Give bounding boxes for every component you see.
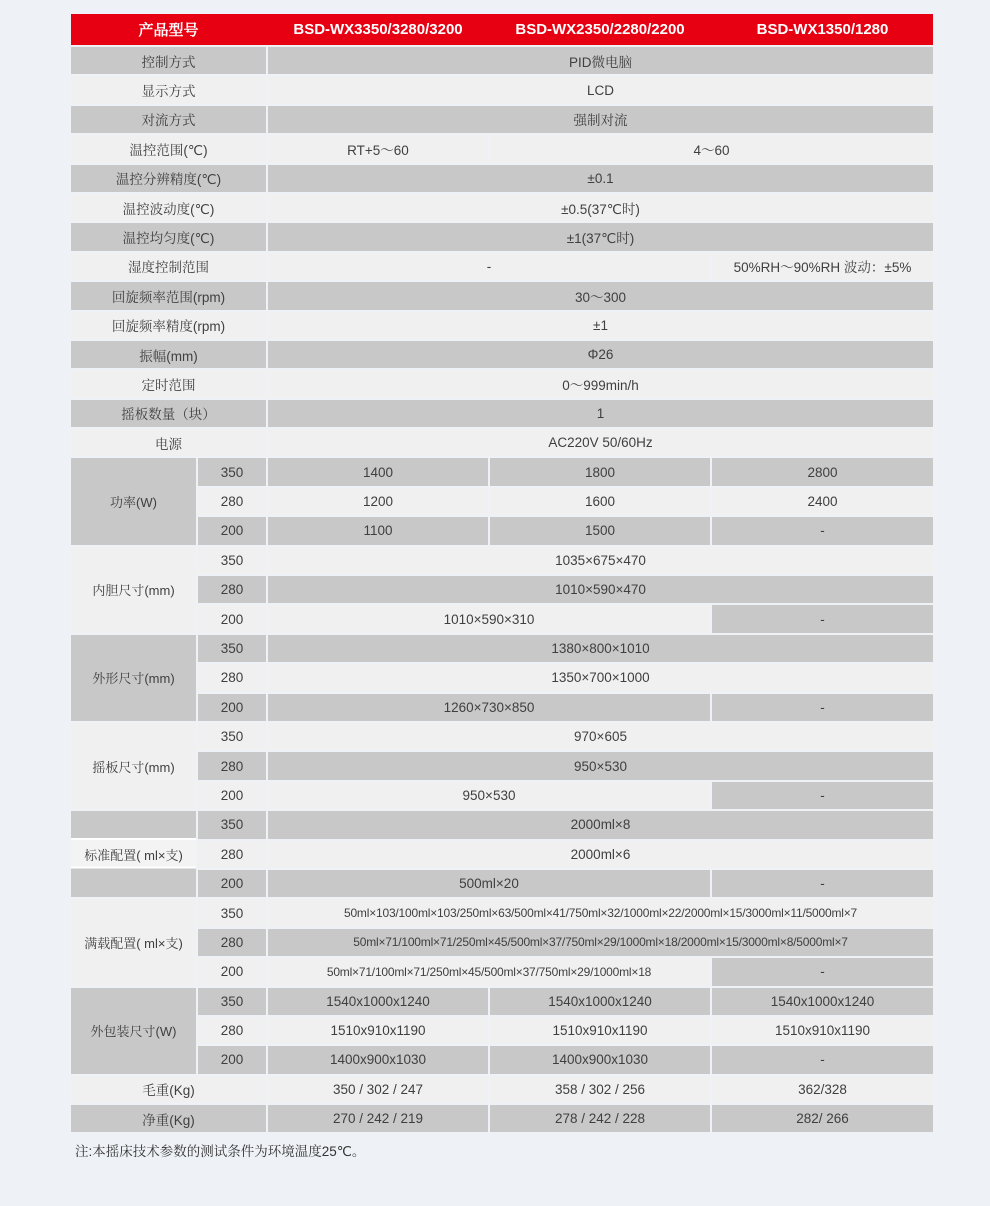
header-model-2: BSD-WX2350/2280/2200 bbox=[515, 21, 685, 38]
capacity-label: 200 bbox=[198, 782, 266, 809]
value-cell: 1400x900x1030 bbox=[490, 1046, 710, 1073]
row-label: 湿度控制范围 bbox=[71, 253, 266, 280]
value-cell: 50%RH～90%RH 波动：±5% bbox=[712, 253, 933, 280]
group-rows bbox=[198, 899, 933, 985]
value-cell: 350 / 302 / 247 bbox=[268, 1076, 488, 1103]
group-rows bbox=[198, 547, 933, 633]
row-label: 温控范围(℃) bbox=[71, 135, 266, 162]
value-cell: 1540x1000x1240 bbox=[712, 988, 933, 1015]
value-cell: 1540x1000x1240 bbox=[268, 988, 488, 1015]
value-cell: - bbox=[712, 870, 933, 897]
value-cell: 30～300 bbox=[268, 282, 933, 309]
table-row bbox=[198, 517, 933, 544]
value-cell: - bbox=[712, 605, 933, 632]
group-label: 内胆尺寸(mm) bbox=[71, 547, 196, 633]
table-row bbox=[198, 929, 933, 956]
table-group bbox=[71, 635, 933, 721]
table-row bbox=[198, 1046, 933, 1073]
row-label: 毛重(Kg) bbox=[71, 1076, 266, 1103]
table-row bbox=[71, 312, 933, 339]
table-row bbox=[71, 76, 933, 103]
group-label: 标准配置( ml×支) bbox=[71, 811, 196, 897]
value-cell: ±0.1 bbox=[268, 165, 933, 192]
value-cell: 50ml×103/100ml×103/250ml×63/500ml×41/750ml×32/1000ml×22/2000ml×15/3000ml×11/5000ml×7 bbox=[268, 899, 933, 926]
footnote: 注:本摇床技术参数的测试条件为环境温度25℃。 bbox=[75, 1144, 366, 1159]
table-row bbox=[71, 429, 933, 456]
value-cell: 1010×590×470 bbox=[268, 576, 933, 603]
value-cell: 强制对流 bbox=[268, 106, 933, 133]
table-row bbox=[71, 135, 933, 162]
value-cell: ±1(37℃时) bbox=[268, 223, 933, 250]
value-cell: 1100 bbox=[268, 517, 488, 544]
row-label: 净重(Kg) bbox=[71, 1105, 266, 1132]
row-label: 温控均匀度(℃) bbox=[71, 223, 266, 250]
value-cell: - bbox=[268, 253, 710, 280]
group-label: 摇板尺寸(mm) bbox=[71, 723, 196, 809]
value-cell: 1510x910x1190 bbox=[268, 1017, 488, 1044]
capacity-label: 280 bbox=[198, 576, 266, 603]
value-cell: Φ26 bbox=[268, 341, 933, 368]
row-label: 定时范围 bbox=[71, 370, 266, 397]
capacity-label: 280 bbox=[198, 664, 266, 691]
table-row bbox=[198, 752, 933, 779]
value-cell: - bbox=[712, 958, 933, 985]
row-label: 温控波动度(℃) bbox=[71, 194, 266, 221]
table-row bbox=[198, 694, 933, 721]
capacity-label: 350 bbox=[198, 811, 266, 838]
capacity-label: 200 bbox=[198, 1046, 266, 1073]
table-row bbox=[71, 194, 933, 221]
table-row bbox=[71, 165, 933, 192]
capacity-label: 280 bbox=[198, 1017, 266, 1044]
table-row bbox=[198, 811, 933, 838]
table-row bbox=[71, 223, 933, 250]
value-cell: 1380×800×1010 bbox=[268, 635, 933, 662]
value-cell: 1 bbox=[268, 400, 933, 427]
value-cell: AC220V 50/60Hz bbox=[268, 429, 933, 456]
value-cell: 970×605 bbox=[268, 723, 933, 750]
capacity-label: 200 bbox=[198, 958, 266, 985]
value-cell: 2000ml×8 bbox=[268, 811, 933, 838]
value-cell: 2400 bbox=[712, 488, 933, 515]
capacity-label: 350 bbox=[198, 635, 266, 662]
row-label: 显示方式 bbox=[71, 76, 266, 103]
capacity-label: 280 bbox=[198, 929, 266, 956]
value-cell: 1800 bbox=[490, 458, 710, 485]
value-cell: 1035×675×470 bbox=[268, 547, 933, 574]
table-header-row bbox=[71, 14, 933, 45]
header-model-1: BSD-WX3350/3280/3200 bbox=[293, 21, 463, 38]
row-label: 温控分辨精度(℃) bbox=[71, 165, 266, 192]
row-label: 对流方式 bbox=[71, 106, 266, 133]
group-rows bbox=[198, 988, 933, 1074]
value-cell: 1400x900x1030 bbox=[268, 1046, 488, 1073]
spec-table bbox=[71, 14, 933, 1132]
value-cell: ±1 bbox=[268, 312, 933, 339]
table-row bbox=[198, 488, 933, 515]
value-cell: 4～60 bbox=[490, 135, 933, 162]
value-cell: - bbox=[712, 782, 933, 809]
table-row bbox=[71, 253, 933, 280]
table-row bbox=[198, 605, 933, 632]
capacity-label: 200 bbox=[198, 694, 266, 721]
capacity-label: 200 bbox=[198, 870, 266, 897]
group-rows bbox=[198, 723, 933, 809]
row-label: 电源 bbox=[71, 429, 266, 456]
row-label: 回旋频率精度(rpm) bbox=[71, 312, 266, 339]
table-row bbox=[198, 1017, 933, 1044]
header-product-model-label: 产品型号 bbox=[138, 22, 199, 39]
table-group bbox=[71, 723, 933, 809]
row-label: 振幅(mm) bbox=[71, 341, 266, 368]
value-cell: 358 / 302 / 256 bbox=[490, 1076, 710, 1103]
capacity-label: 350 bbox=[198, 547, 266, 574]
capacity-label: 350 bbox=[198, 988, 266, 1015]
group-label: 满载配置( ml×支) bbox=[71, 899, 196, 985]
table-row bbox=[71, 370, 933, 397]
table-row bbox=[71, 1105, 933, 1132]
value-cell: LCD bbox=[268, 76, 933, 103]
value-cell: 1400 bbox=[268, 458, 488, 485]
table-row bbox=[71, 400, 933, 427]
table-row bbox=[71, 282, 933, 309]
table-row bbox=[198, 576, 933, 603]
capacity-label: 280 bbox=[198, 488, 266, 515]
value-cell: 362/328 bbox=[712, 1076, 933, 1103]
table-row bbox=[198, 782, 933, 809]
value-cell: 2800 bbox=[712, 458, 933, 485]
value-cell: - bbox=[712, 517, 933, 544]
table-body bbox=[71, 47, 933, 1132]
value-cell: 1010×590×310 bbox=[268, 605, 710, 632]
capacity-label: 200 bbox=[198, 517, 266, 544]
table-row bbox=[198, 547, 933, 574]
group-rows bbox=[198, 635, 933, 721]
value-cell: 2000ml×6 bbox=[268, 841, 933, 868]
row-label: 摇板数量（块） bbox=[71, 400, 266, 427]
table-row bbox=[198, 841, 933, 868]
group-label: 外形尺寸(mm) bbox=[71, 635, 196, 721]
value-cell: 950×530 bbox=[268, 752, 933, 779]
table-row bbox=[198, 635, 933, 662]
group-label: 外包装尺寸(W) bbox=[71, 988, 196, 1074]
value-cell: PID微电脑 bbox=[268, 47, 933, 74]
table-group bbox=[71, 899, 933, 985]
table-row bbox=[71, 47, 933, 74]
table-group bbox=[71, 458, 933, 544]
capacity-label: 350 bbox=[198, 723, 266, 750]
table-group bbox=[71, 988, 933, 1074]
table-row bbox=[198, 723, 933, 750]
value-cell: 950×530 bbox=[268, 782, 710, 809]
capacity-label: 280 bbox=[198, 752, 266, 779]
table-row bbox=[198, 899, 933, 926]
value-cell: 50ml×71/100ml×71/250ml×45/500ml×37/750ml×29/1000ml×18 bbox=[268, 958, 710, 985]
value-cell: 1510x910x1190 bbox=[712, 1017, 933, 1044]
value-cell: RT+5～60 bbox=[268, 135, 488, 162]
value-cell: 1350×700×1000 bbox=[268, 664, 933, 691]
table-row bbox=[198, 664, 933, 691]
table-row bbox=[71, 1076, 933, 1103]
table-row bbox=[198, 870, 933, 897]
value-cell: 0～999min/h bbox=[268, 370, 933, 397]
group-rows bbox=[198, 458, 933, 544]
value-cell: 1500 bbox=[490, 517, 710, 544]
row-label: 控制方式 bbox=[71, 47, 266, 74]
capacity-label: 350 bbox=[198, 899, 266, 926]
value-cell: 1600 bbox=[490, 488, 710, 515]
table-row bbox=[198, 988, 933, 1015]
value-cell: - bbox=[712, 1046, 933, 1073]
value-cell: 1260×730×850 bbox=[268, 694, 710, 721]
value-cell: 50ml×71/100ml×71/250ml×45/500ml×37/750ml×29/1000ml×18/2000ml×15/3000ml×8/5000ml×7 bbox=[268, 929, 933, 956]
value-cell: - bbox=[712, 694, 933, 721]
table-row bbox=[71, 106, 933, 133]
table-row bbox=[198, 958, 933, 985]
value-cell: 1510x910x1190 bbox=[490, 1017, 710, 1044]
row-label: 回旋频率范围(rpm) bbox=[71, 282, 266, 309]
value-cell: 270 / 242 / 219 bbox=[268, 1105, 488, 1132]
group-label: 功率(W) bbox=[71, 458, 196, 544]
value-cell: 278 / 242 / 228 bbox=[490, 1105, 710, 1132]
capacity-label: 350 bbox=[198, 458, 266, 485]
value-cell: 1540x1000x1240 bbox=[490, 988, 710, 1015]
table-row bbox=[198, 458, 933, 485]
group-rows bbox=[198, 811, 933, 897]
capacity-label: 200 bbox=[198, 605, 266, 632]
capacity-label: 280 bbox=[198, 841, 266, 868]
value-cell: 500ml×20 bbox=[268, 870, 710, 897]
table-group bbox=[71, 811, 933, 897]
value-cell: ±0.5(37℃时) bbox=[268, 194, 933, 221]
table-group bbox=[71, 547, 933, 633]
value-cell: 1200 bbox=[268, 488, 488, 515]
value-cell: 282/ 266 bbox=[712, 1105, 933, 1132]
header-model-3: BSD-WX1350/1280 bbox=[756, 21, 889, 38]
table-row bbox=[71, 341, 933, 368]
